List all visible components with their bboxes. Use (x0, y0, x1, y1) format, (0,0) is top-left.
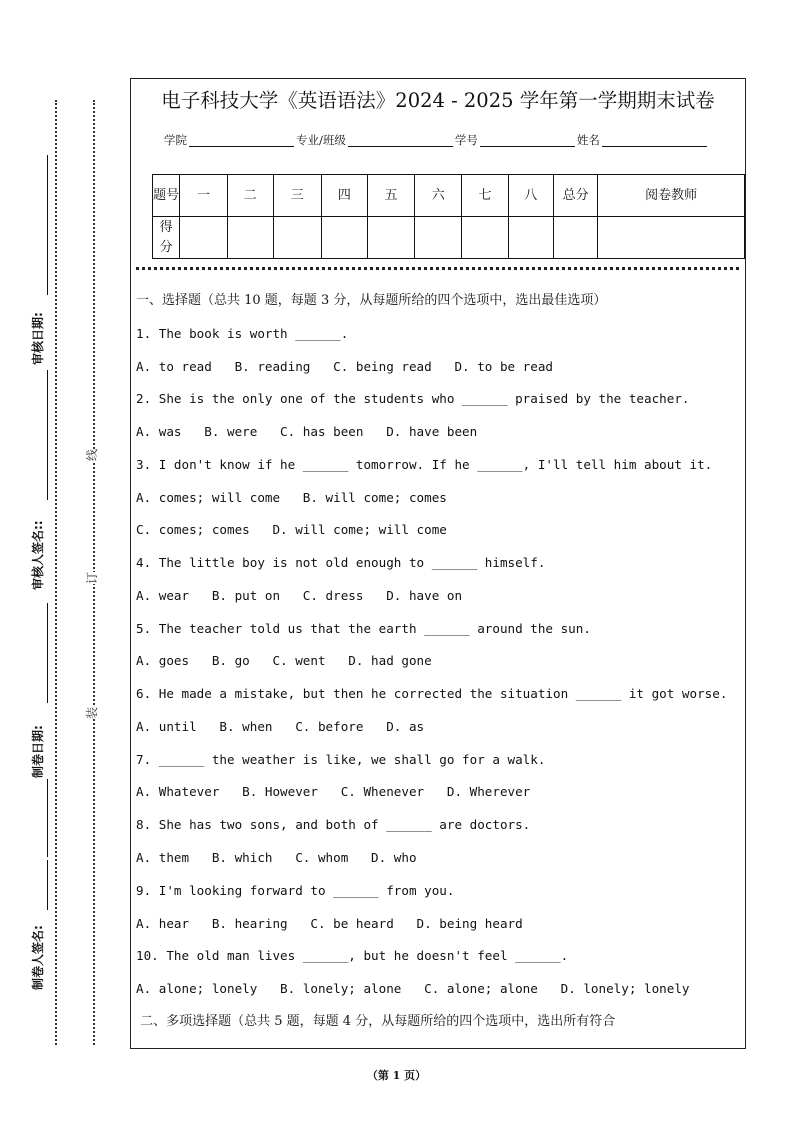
options-line: A. was B. were C. has been D. have been (136, 424, 478, 440)
options-line: A. them B. which C. whom D. who (136, 850, 417, 866)
maker-date-line-pre (47, 779, 48, 857)
question-list (136, 291, 746, 1045)
section-heading: 二、多项选择题（总共 5 题，每题 4 分，从每题所给的四个选项中，选出所有符合 (136, 1013, 616, 1029)
header-cell: 阅卷教师 (598, 175, 745, 217)
question-line: 3. I don't know if he ______ tomorrow. If he ______, I'll tell him about it. (136, 456, 713, 472)
name-label: 姓名 (576, 133, 600, 147)
student-info-row (164, 133, 709, 147)
score-cell[interactable] (415, 217, 462, 259)
score-cell[interactable] (227, 217, 273, 259)
options-line: A. Whatever B. However C. Whenever D. Wherever (136, 784, 531, 800)
header-cell: 八 (508, 175, 553, 217)
question-line: 6. He made a mistake, but then he corrected the situation ______ it got worse. (136, 686, 728, 702)
maker-signature-line[interactable] (47, 860, 48, 910)
reviewer-signature-line[interactable] (47, 370, 48, 500)
college-label: 学院 (164, 133, 187, 147)
question-line: 7. ______ the weather is like, we shall go for a walk. (136, 751, 546, 767)
header-cell: 三 (273, 175, 321, 217)
options-line: A. wear B. put on C. dress D. have on (136, 587, 463, 603)
dotted-separator (136, 267, 739, 270)
question-line: 5. The teacher told us that the earth ______ around the sun. (136, 620, 591, 636)
review-date-line[interactable] (47, 155, 48, 295)
header-cell: 题号 (153, 175, 180, 217)
score-cell[interactable] (598, 217, 745, 259)
options-line: A. alone; lonely B. lonely; alone C. alone; alone D. lonely; lonely (136, 981, 690, 997)
header-cell: 七 (462, 175, 508, 217)
options-line: C. comes; comes D. will come; will come (136, 522, 447, 538)
score-table (152, 174, 745, 259)
question-line: 9. I'm looking forward to ______ from you. (136, 882, 455, 898)
header-cell: 一 (180, 175, 227, 217)
options-line: A. hear B. hearing C. be heard D. being heard (136, 915, 523, 931)
question-line: 8. She has two sons, and both of ______ are doctors. (136, 817, 531, 833)
page-number: （第 1 页） (366, 1069, 427, 1082)
options-line: A. until B. when C. before D. as (136, 718, 425, 734)
options-line: A. goes B. go C. went D. had gone (136, 653, 432, 669)
exam-title: 电子科技大学《英语语法》2024 - 2025 学年第一学期期末试卷 (161, 89, 715, 112)
header-cell: 四 (321, 175, 367, 217)
question-line: 10. The old man lives ______, but he doesn't feel ______. (136, 948, 569, 964)
maker-date-line[interactable] (47, 603, 48, 703)
score-cell[interactable] (180, 217, 227, 259)
college-field[interactable] (189, 134, 294, 147)
score-cell[interactable] (321, 217, 367, 259)
score-table-header (153, 175, 745, 217)
score-cell[interactable] (462, 217, 508, 259)
binding-char: 订 (85, 571, 100, 585)
score-cell[interactable] (553, 217, 597, 259)
options-line: A. comes; will come B. will come; comes (136, 489, 447, 505)
reviewer-signature-label: 审核人签名:: (31, 520, 45, 590)
binding-char: 装 (85, 706, 100, 720)
name-field[interactable] (602, 134, 707, 147)
score-table-row (153, 217, 745, 259)
score-cell[interactable] (508, 217, 553, 259)
header-cell: 总分 (553, 175, 597, 217)
question-line: 4. The little boy is not old enough to ______ himself. (136, 555, 546, 571)
student-id-field[interactable] (480, 134, 575, 147)
major-label: 专业/班级 (296, 133, 346, 147)
options-line: A. to read B. reading C. being read D. to be read (136, 358, 554, 374)
section-heading: 一、选择题（总共 10 题，每题 3 分，从每题所给的四个选项中，选出最佳选项） (136, 293, 607, 308)
score-cell[interactable] (273, 217, 321, 259)
major-field[interactable] (348, 134, 453, 147)
row-label: 得分 (153, 217, 180, 259)
question-line: 1. The book is worth ______. (136, 325, 349, 341)
review-date-label: 审核日期: (31, 312, 45, 365)
header-cell: 五 (368, 175, 415, 217)
maker-date-label: 制卷日期: (31, 725, 45, 778)
header-cell: 二 (227, 175, 273, 217)
question-line: 2. She is the only one of the students who ______ praised by the teacher. (136, 391, 690, 407)
cut-line-outer (55, 100, 57, 1045)
maker-signature-label: 制卷人签名: (31, 925, 45, 990)
binding-char: 线 (85, 448, 100, 462)
student-id-label: 学号 (454, 133, 478, 147)
score-cell[interactable] (368, 217, 415, 259)
margin-signature-strip (25, 90, 55, 1050)
header-cell: 六 (415, 175, 462, 217)
exam-frame (130, 78, 746, 1049)
